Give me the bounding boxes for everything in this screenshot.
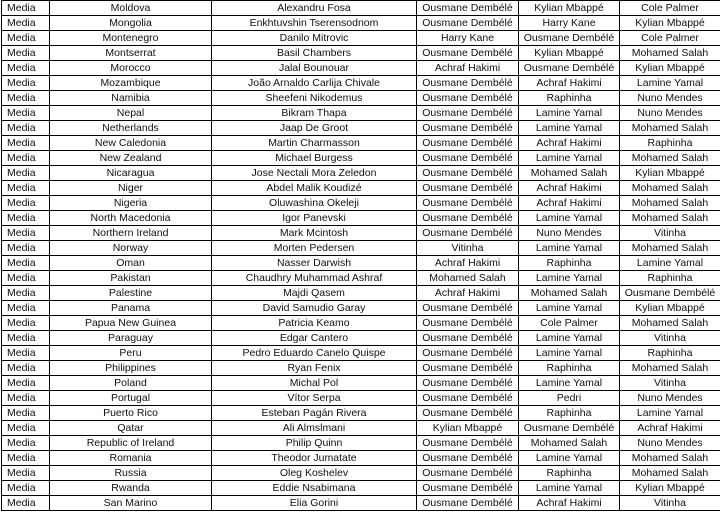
- country-cell: Montenegro: [50, 31, 212, 46]
- second-choice-cell: Ousmane Dembélé: [519, 61, 620, 76]
- country-cell: Poland: [50, 376, 212, 391]
- voter-name-cell: Igor Panevski: [212, 211, 417, 226]
- third-choice-cell: Lamine Yamal: [620, 256, 720, 271]
- voter-name-cell: Pedro Eduardo Canelo Quispe: [212, 346, 417, 361]
- third-choice-cell: Raphinha: [620, 346, 720, 361]
- table-row: [2, 121, 720, 136]
- table-row: [2, 436, 720, 451]
- first-choice-cell: Ousmane Dembélé: [417, 91, 519, 106]
- second-choice-cell: Achraf Hakimi: [519, 496, 620, 511]
- third-choice-cell: Mohamed Salah: [620, 316, 720, 331]
- voter-category-cell: Media: [2, 256, 50, 271]
- voter-name-cell: Abdel Malik Koudizé: [212, 181, 417, 196]
- table-row: [2, 361, 720, 376]
- country-cell: Norway: [50, 241, 212, 256]
- third-choice-cell: Nuno Mendes: [620, 436, 720, 451]
- voter-category-cell: Media: [2, 166, 50, 181]
- table-row: [2, 256, 720, 271]
- table-row: [2, 421, 720, 436]
- third-choice-cell: Mohamed Salah: [620, 181, 720, 196]
- table-row: [2, 16, 720, 31]
- second-choice-cell: Harry Kane: [519, 16, 620, 31]
- first-choice-cell: Ousmane Dembélé: [417, 121, 519, 136]
- third-choice-cell: Nuno Mendes: [620, 91, 720, 106]
- first-choice-cell: Achraf Hakimi: [417, 286, 519, 301]
- first-choice-cell: Ousmane Dembélé: [417, 481, 519, 496]
- second-choice-cell: Lamine Yamal: [519, 481, 620, 496]
- voter-category-cell: Media: [2, 106, 50, 121]
- voter-category-cell: Media: [2, 451, 50, 466]
- voter-category-cell: Media: [2, 136, 50, 151]
- table-row: [2, 241, 720, 256]
- second-choice-cell: Lamine Yamal: [519, 271, 620, 286]
- first-choice-cell: Ousmane Dembélé: [417, 106, 519, 121]
- country-cell: New Zealand: [50, 151, 212, 166]
- first-choice-cell: Ousmane Dembélé: [417, 16, 519, 31]
- second-choice-cell: Raphinha: [519, 361, 620, 376]
- country-cell: Northern Ireland: [50, 226, 212, 241]
- third-choice-cell: Vitinha: [620, 376, 720, 391]
- country-cell: Qatar: [50, 421, 212, 436]
- third-choice-cell: Vitinha: [620, 331, 720, 346]
- second-choice-cell: Achraf Hakimi: [519, 136, 620, 151]
- second-choice-cell: Raphinha: [519, 466, 620, 481]
- country-cell: Panama: [50, 301, 212, 316]
- country-cell: Montserrat: [50, 46, 212, 61]
- third-choice-cell: Mohamed Salah: [620, 196, 720, 211]
- country-cell: Philippines: [50, 361, 212, 376]
- table-row: [2, 466, 720, 481]
- voter-name-cell: Sheefeni Nikodemus: [212, 91, 417, 106]
- second-choice-cell: Lamine Yamal: [519, 331, 620, 346]
- table-row: [2, 496, 720, 511]
- voter-name-cell: Martin Charmasson: [212, 136, 417, 151]
- voter-name-cell: Oluwashina Okeleji: [212, 196, 417, 211]
- voter-name-cell: Edgar Cantero: [212, 331, 417, 346]
- first-choice-cell: Ousmane Dembélé: [417, 226, 519, 241]
- country-cell: Republic of Ireland: [50, 436, 212, 451]
- third-choice-cell: Nuno Mendes: [620, 106, 720, 121]
- table-row: [2, 61, 720, 76]
- table-row: [2, 271, 720, 286]
- first-choice-cell: Ousmane Dembélé: [417, 1, 519, 16]
- voter-name-cell: Jaap De Groot: [212, 121, 417, 136]
- third-choice-cell: Lamine Yamal: [620, 406, 720, 421]
- table-row: [2, 301, 720, 316]
- table-row: [2, 226, 720, 241]
- votes-table: [1, 0, 720, 511]
- voter-category-cell: Media: [2, 91, 50, 106]
- second-choice-cell: Lamine Yamal: [519, 301, 620, 316]
- table-row: [2, 331, 720, 346]
- voter-category-cell: Media: [2, 241, 50, 256]
- third-choice-cell: Mohamed Salah: [620, 151, 720, 166]
- third-choice-cell: Vitinha: [620, 226, 720, 241]
- country-cell: Nicaragua: [50, 166, 212, 181]
- voter-category-cell: Media: [2, 406, 50, 421]
- voter-name-cell: João Arnaldo Carlija Chivale: [212, 76, 417, 91]
- voter-category-cell: Media: [2, 61, 50, 76]
- country-cell: Russia: [50, 466, 212, 481]
- voter-category-cell: Media: [2, 181, 50, 196]
- third-choice-cell: Lamine Yamal: [620, 76, 720, 91]
- table-row: [2, 136, 720, 151]
- table-row: [2, 166, 720, 181]
- second-choice-cell: Raphinha: [519, 256, 620, 271]
- table-row: [2, 406, 720, 421]
- second-choice-cell: Lamine Yamal: [519, 151, 620, 166]
- second-choice-cell: Lamine Yamal: [519, 106, 620, 121]
- country-cell: Mozambique: [50, 76, 212, 91]
- first-choice-cell: Ousmane Dembélé: [417, 166, 519, 181]
- third-choice-cell: Raphinha: [620, 271, 720, 286]
- voter-name-cell: Ali Almslmani: [212, 421, 417, 436]
- voter-name-cell: Nasser Darwish: [212, 256, 417, 271]
- table-row: [2, 346, 720, 361]
- voter-name-cell: Bikram Thapa: [212, 106, 417, 121]
- country-cell: Portugal: [50, 391, 212, 406]
- first-choice-cell: Ousmane Dembélé: [417, 331, 519, 346]
- table-row: [2, 481, 720, 496]
- voter-category-cell: Media: [2, 496, 50, 511]
- first-choice-cell: Achraf Hakimi: [417, 256, 519, 271]
- voter-name-cell: Enkhtuvshin Tserensodnom: [212, 16, 417, 31]
- second-choice-cell: Cole Palmer: [519, 316, 620, 331]
- first-choice-cell: Ousmane Dembélé: [417, 466, 519, 481]
- country-cell: Netherlands: [50, 121, 212, 136]
- table-row: [2, 151, 720, 166]
- second-choice-cell: Lamine Yamal: [519, 121, 620, 136]
- second-choice-cell: Lamine Yamal: [519, 346, 620, 361]
- third-choice-cell: Mohamed Salah: [620, 121, 720, 136]
- first-choice-cell: Achraf Hakimi: [417, 61, 519, 76]
- second-choice-cell: Mohamed Salah: [519, 166, 620, 181]
- second-choice-cell: Achraf Hakimi: [519, 196, 620, 211]
- voter-category-cell: Media: [2, 346, 50, 361]
- voter-category-cell: Media: [2, 421, 50, 436]
- voter-name-cell: Jose Nectali Mora Zeledon: [212, 166, 417, 181]
- voter-category-cell: Media: [2, 271, 50, 286]
- voter-name-cell: Morten Pedersen: [212, 241, 417, 256]
- third-choice-cell: Mohamed Salah: [620, 451, 720, 466]
- table-row: [2, 46, 720, 61]
- voter-name-cell: Theodor Jumatate: [212, 451, 417, 466]
- table-row: [2, 376, 720, 391]
- first-choice-cell: Ousmane Dembélé: [417, 436, 519, 451]
- first-choice-cell: Ousmane Dembélé: [417, 301, 519, 316]
- table-row: [2, 76, 720, 91]
- country-cell: Niger: [50, 181, 212, 196]
- second-choice-cell: Achraf Hakimi: [519, 76, 620, 91]
- second-choice-cell: Mohamed Salah: [519, 436, 620, 451]
- third-choice-cell: Kylian Mbappé: [620, 301, 720, 316]
- country-cell: Morocco: [50, 61, 212, 76]
- table-row: [2, 451, 720, 466]
- first-choice-cell: Ousmane Dembélé: [417, 496, 519, 511]
- table-row: [2, 181, 720, 196]
- third-choice-cell: Cole Palmer: [620, 31, 720, 46]
- country-cell: San Marino: [50, 496, 212, 511]
- voter-category-cell: Media: [2, 286, 50, 301]
- second-choice-cell: Achraf Hakimi: [519, 181, 620, 196]
- voter-category-cell: Media: [2, 376, 50, 391]
- table-row: [2, 196, 720, 211]
- table-row: [2, 106, 720, 121]
- third-choice-cell: Vitinha: [620, 496, 720, 511]
- voter-category-cell: Media: [2, 481, 50, 496]
- voter-category-cell: Media: [2, 361, 50, 376]
- first-choice-cell: Harry Kane: [417, 31, 519, 46]
- table-row: [2, 1, 720, 16]
- voter-name-cell: Eddie Nsabimana: [212, 481, 417, 496]
- country-cell: North Macedonia: [50, 211, 212, 226]
- voter-name-cell: David Samudio Garay: [212, 301, 417, 316]
- third-choice-cell: Kylian Mbappé: [620, 16, 720, 31]
- first-choice-cell: Ousmane Dembélé: [417, 136, 519, 151]
- voter-name-cell: Danilo Mitrovic: [212, 31, 417, 46]
- table-row: [2, 91, 720, 106]
- country-cell: Paraguay: [50, 331, 212, 346]
- second-choice-cell: Raphinha: [519, 406, 620, 421]
- second-choice-cell: Ousmane Dembélé: [519, 31, 620, 46]
- third-choice-cell: Raphinha: [620, 136, 720, 151]
- country-cell: Nigeria: [50, 196, 212, 211]
- table-row: [2, 316, 720, 331]
- country-cell: Oman: [50, 256, 212, 271]
- table-row: [2, 211, 720, 226]
- voter-name-cell: Mark Mcintosh: [212, 226, 417, 241]
- voter-name-cell: Patricia Keamo: [212, 316, 417, 331]
- first-choice-cell: Ousmane Dembélé: [417, 196, 519, 211]
- first-choice-cell: Mohamed Salah: [417, 271, 519, 286]
- table-row: [2, 391, 720, 406]
- country-cell: New Caledonia: [50, 136, 212, 151]
- second-choice-cell: Mohamed Salah: [519, 286, 620, 301]
- country-cell: Papua New Guinea: [50, 316, 212, 331]
- third-choice-cell: Kylian Mbappé: [620, 166, 720, 181]
- second-choice-cell: Nuno Mendes: [519, 226, 620, 241]
- country-cell: Peru: [50, 346, 212, 361]
- second-choice-cell: Lamine Yamal: [519, 241, 620, 256]
- voter-name-cell: Basil Chambers: [212, 46, 417, 61]
- voter-category-cell: Media: [2, 151, 50, 166]
- first-choice-cell: Ousmane Dembélé: [417, 361, 519, 376]
- second-choice-cell: Pedri: [519, 391, 620, 406]
- first-choice-cell: Ousmane Dembélé: [417, 151, 519, 166]
- voter-category-cell: Media: [2, 16, 50, 31]
- country-cell: Rwanda: [50, 481, 212, 496]
- country-cell: Palestine: [50, 286, 212, 301]
- voter-category-cell: Media: [2, 46, 50, 61]
- first-choice-cell: Vitinha: [417, 241, 519, 256]
- first-choice-cell: Ousmane Dembélé: [417, 181, 519, 196]
- voter-name-cell: Majdi Qasem: [212, 286, 417, 301]
- second-choice-cell: Lamine Yamal: [519, 376, 620, 391]
- second-choice-cell: Kylian Mbappé: [519, 1, 620, 16]
- voter-name-cell: Oleg Koshelev: [212, 466, 417, 481]
- first-choice-cell: Ousmane Dembélé: [417, 316, 519, 331]
- third-choice-cell: Kylian Mbappé: [620, 481, 720, 496]
- first-choice-cell: Ousmane Dembélé: [417, 376, 519, 391]
- third-choice-cell: Mohamed Salah: [620, 241, 720, 256]
- country-cell: Romania: [50, 451, 212, 466]
- voter-name-cell: Elia Gorini: [212, 496, 417, 511]
- third-choice-cell: Cole Palmer: [620, 1, 720, 16]
- country-cell: Nepal: [50, 106, 212, 121]
- voter-name-cell: Vítor Serpa: [212, 391, 417, 406]
- voter-name-cell: Michael Burgess: [212, 151, 417, 166]
- third-choice-cell: Mohamed Salah: [620, 211, 720, 226]
- voter-category-cell: Media: [2, 31, 50, 46]
- second-choice-cell: Raphinha: [519, 91, 620, 106]
- voter-category-cell: Media: [2, 121, 50, 136]
- third-choice-cell: Nuno Mendes: [620, 391, 720, 406]
- voter-category-cell: Media: [2, 331, 50, 346]
- table-row: [2, 31, 720, 46]
- first-choice-cell: Ousmane Dembélé: [417, 391, 519, 406]
- first-choice-cell: Ousmane Dembélé: [417, 406, 519, 421]
- third-choice-cell: Mohamed Salah: [620, 46, 720, 61]
- second-choice-cell: Ousmane Dembélé: [519, 421, 620, 436]
- first-choice-cell: Ousmane Dembélé: [417, 211, 519, 226]
- country-cell: Puerto Rico: [50, 406, 212, 421]
- voter-name-cell: Chaudhry Muhammad Ashraf: [212, 271, 417, 286]
- voter-name-cell: Ryan Fenix: [212, 361, 417, 376]
- third-choice-cell: Kylian Mbappé: [620, 61, 720, 76]
- voter-name-cell: Michal Pol: [212, 376, 417, 391]
- voter-category-cell: Media: [2, 1, 50, 16]
- voter-name-cell: Philip Quinn: [212, 436, 417, 451]
- third-choice-cell: Ousmane Dembélé: [620, 286, 720, 301]
- first-choice-cell: Kylian Mbappé: [417, 421, 519, 436]
- first-choice-cell: Ousmane Dembélé: [417, 346, 519, 361]
- voter-category-cell: Media: [2, 316, 50, 331]
- country-cell: Namibia: [50, 91, 212, 106]
- third-choice-cell: Mohamed Salah: [620, 466, 720, 481]
- second-choice-cell: Kylian Mbappé: [519, 46, 620, 61]
- second-choice-cell: Lamine Yamal: [519, 451, 620, 466]
- third-choice-cell: Achraf Hakimi: [620, 421, 720, 436]
- country-cell: Mongolia: [50, 16, 212, 31]
- country-cell: Pakistan: [50, 271, 212, 286]
- votes-table-body: [2, 1, 720, 511]
- third-choice-cell: Mohamed Salah: [620, 361, 720, 376]
- voter-category-cell: Media: [2, 196, 50, 211]
- voter-category-cell: Media: [2, 76, 50, 91]
- first-choice-cell: Ousmane Dembélé: [417, 76, 519, 91]
- first-choice-cell: Ousmane Dembélé: [417, 451, 519, 466]
- voter-category-cell: Media: [2, 391, 50, 406]
- voter-category-cell: Media: [2, 436, 50, 451]
- voter-category-cell: Media: [2, 226, 50, 241]
- voter-name-cell: Jalal Bounouar: [212, 61, 417, 76]
- voter-category-cell: Media: [2, 466, 50, 481]
- voter-category-cell: Media: [2, 211, 50, 226]
- voter-name-cell: Esteban Pagán Rivera: [212, 406, 417, 421]
- voter-category-cell: Media: [2, 301, 50, 316]
- table-row: [2, 286, 720, 301]
- second-choice-cell: Lamine Yamal: [519, 211, 620, 226]
- first-choice-cell: Ousmane Dembélé: [417, 46, 519, 61]
- country-cell: Moldova: [50, 1, 212, 16]
- voter-name-cell: Alexandru Fosa: [212, 1, 417, 16]
